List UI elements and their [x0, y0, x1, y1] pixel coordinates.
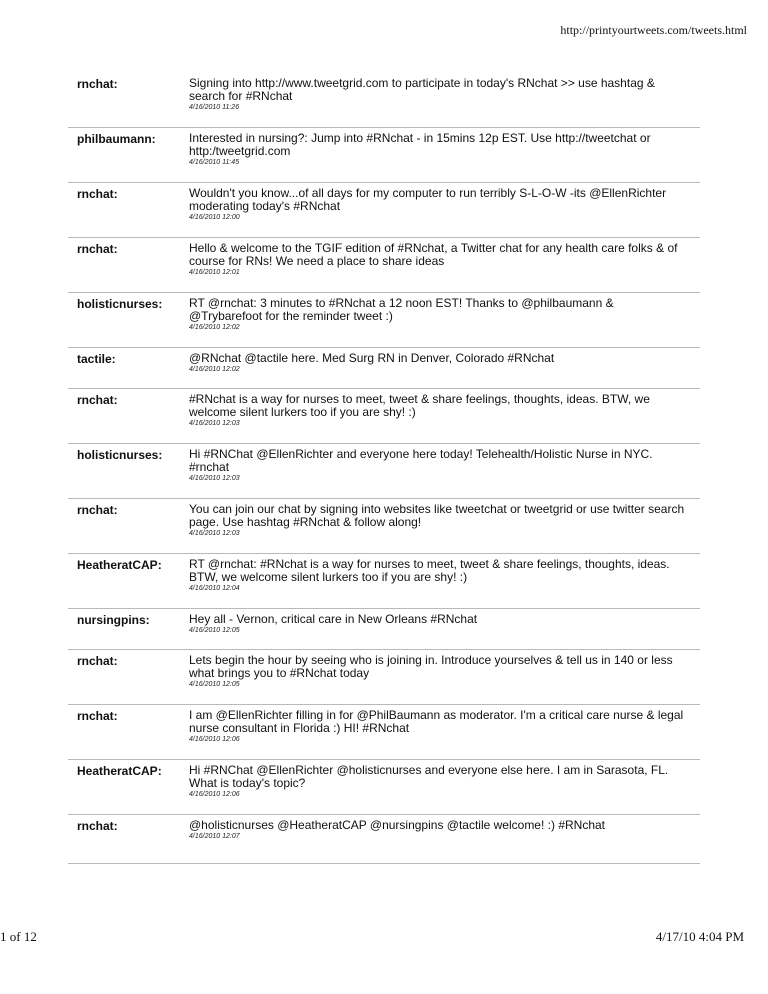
tweet-timestamp: 4/16/2010 11:26 — [189, 104, 240, 111]
tweet-timestamp: 4/16/2010 12:05 — [189, 681, 240, 688]
tweet-body — [189, 613, 689, 634]
tweet-body — [189, 764, 689, 798]
tweet-body — [189, 393, 689, 427]
tweet-text: Hello & welcome to the TGIF edition of #RNchat, a Twitter chat for any health care folks & of course for RNs! We need a place to share ideas — [189, 241, 678, 268]
tweet-row — [68, 499, 700, 554]
tweet-row — [68, 554, 700, 609]
tweet-body — [189, 242, 689, 276]
tweet-body — [189, 352, 689, 373]
tweet-timestamp: 4/16/2010 12:03 — [189, 530, 240, 537]
tweet-username: HeatheratCAP: — [77, 764, 162, 778]
tweet-row — [68, 609, 700, 650]
tweet-text: Hey all - Vernon, critical care in New Orleans #RNchat — [189, 612, 478, 626]
tweet-row — [68, 815, 700, 864]
tweet-text: Signing into http://www.tweetgrid.com to participate in today's RNchat >> use hashtag & search for #RNchat — [189, 76, 655, 103]
tweet-row — [68, 238, 700, 293]
tweet-text: RT @rnchat: 3 minutes to #RNchat a 12 noon EST! Thanks to @philbaumann & @Trybarefoot for the reminder tweet :) — [189, 296, 614, 323]
tweet-body — [189, 819, 689, 840]
page-number: 1 of 12 — [0, 929, 37, 944]
tweet-text: RT @rnchat: #RNchat is a way for nurses to meet, tweet & share feelings, thoughts, ideas. BTW, we welcome silent lurkers too if you are shy! :) — [189, 557, 670, 584]
tweet-username: rnchat: — [77, 503, 118, 517]
tweet-timestamp: 4/16/2010 12:02 — [189, 366, 240, 373]
tweet-username: rnchat: — [77, 187, 118, 201]
tweet-body — [189, 558, 689, 592]
tweet-body — [189, 654, 689, 688]
tweet-body — [189, 448, 689, 482]
tweet-row — [68, 650, 700, 705]
tweet-text: Hi #RNChat @EllenRichter @holisticnurses and everyone else here. I am in Sarasota, FL. What is today's topic? — [189, 763, 669, 790]
tweet-timestamp: 4/16/2010 12:04 — [189, 585, 240, 592]
tweet-row — [68, 444, 700, 499]
tweet-row — [68, 348, 700, 389]
tweet-row — [68, 128, 700, 183]
tweet-timestamp: 4/16/2010 12:03 — [189, 420, 240, 427]
tweet-text: Interested in nursing?: Jump into #RNchat - in 15mins 12p EST. Use http://tweetchat or http:/tweetgrid.com — [189, 131, 651, 158]
tweet-username: philbaumann: — [77, 132, 156, 146]
tweet-timestamp: 4/16/2010 11:45 — [189, 159, 240, 166]
tweet-timestamp: 4/16/2010 12:00 — [189, 214, 240, 221]
tweet-username: rnchat: — [77, 393, 118, 407]
tweet-timestamp: 4/16/2010 12:01 — [189, 269, 240, 276]
tweet-text: Lets begin the hour by seeing who is joining in. Introduce yourselves & tell us in 140 or less what brings you to #RNchat today — [189, 653, 673, 680]
tweet-timestamp: 4/16/2010 12:07 — [189, 833, 240, 840]
tweet-body — [189, 187, 689, 221]
tweet-text: #RNchat is a way for nurses to meet, tweet & share feelings, thoughts, ideas. BTW, we welcome silent lurkers too if you are shy! :) — [189, 392, 650, 419]
print-timestamp: 4/17/10 4:04 PM — [655, 929, 744, 944]
tweet-timestamp: 4/16/2010 12:05 — [189, 627, 240, 634]
page-url: http://printyourtweets.com/tweets.html — [560, 23, 747, 37]
tweet-timestamp: 4/16/2010 12:06 — [189, 736, 240, 743]
tweet-text: Hi #RNChat @EllenRichter and everyone here today! Telehealth/Holistic Nurse in NYC. #rnchat — [189, 447, 653, 474]
tweet-text: @RNchat @tactile here. Med Surg RN in Denver, Colorado #RNchat — [189, 351, 555, 365]
tweet-username: holisticnurses: — [77, 297, 163, 311]
tweet-row — [68, 389, 700, 444]
tweet-timestamp: 4/16/2010 12:06 — [189, 791, 240, 798]
tweet-username: rnchat: — [77, 77, 118, 91]
tweet-body — [189, 503, 689, 537]
tweet-text: You can join our chat by signing into websites like tweetchat or tweetgrid or use twitter search page. Use hashtag #RNchat & follow along! — [189, 502, 685, 529]
tweet-body — [189, 709, 689, 743]
tweet-username: HeatheratCAP: — [77, 558, 162, 572]
tweet-row — [68, 705, 700, 760]
tweet-username: rnchat: — [77, 654, 118, 668]
tweet-body — [189, 77, 689, 111]
tweet-username: holisticnurses: — [77, 448, 163, 462]
tweet-row — [68, 293, 700, 348]
tweet-timestamp: 4/16/2010 12:03 — [189, 475, 240, 482]
tweet-text: @holisticnurses @HeatheratCAP @nursingpins @tactile welcome! :) #RNchat — [189, 818, 606, 832]
tweet-username: tactile: — [77, 352, 116, 366]
tweet-username: nursingpins: — [77, 613, 150, 627]
tweet-body — [189, 132, 689, 166]
tweet-username: rnchat: — [77, 242, 118, 256]
tweet-row — [68, 760, 700, 815]
tweet-text: I am @EllenRichter filling in for @PhilBaumann as moderator. I'm a critical care nurse & legal nurse consultant in Florida :) HI! #RNchat — [189, 708, 684, 735]
tweet-row — [68, 73, 700, 128]
tweet-timestamp: 4/16/2010 12:02 — [189, 324, 240, 331]
tweet-list — [68, 73, 700, 864]
tweet-row — [68, 183, 700, 238]
tweet-username: rnchat: — [77, 819, 118, 833]
tweet-username: rnchat: — [77, 709, 118, 723]
tweet-body — [189, 297, 689, 331]
tweet-text: Wouldn't you know...of all days for my computer to run terribly S-L-O-W -its @EllenRichter moderating today's #RNchat — [189, 186, 667, 213]
